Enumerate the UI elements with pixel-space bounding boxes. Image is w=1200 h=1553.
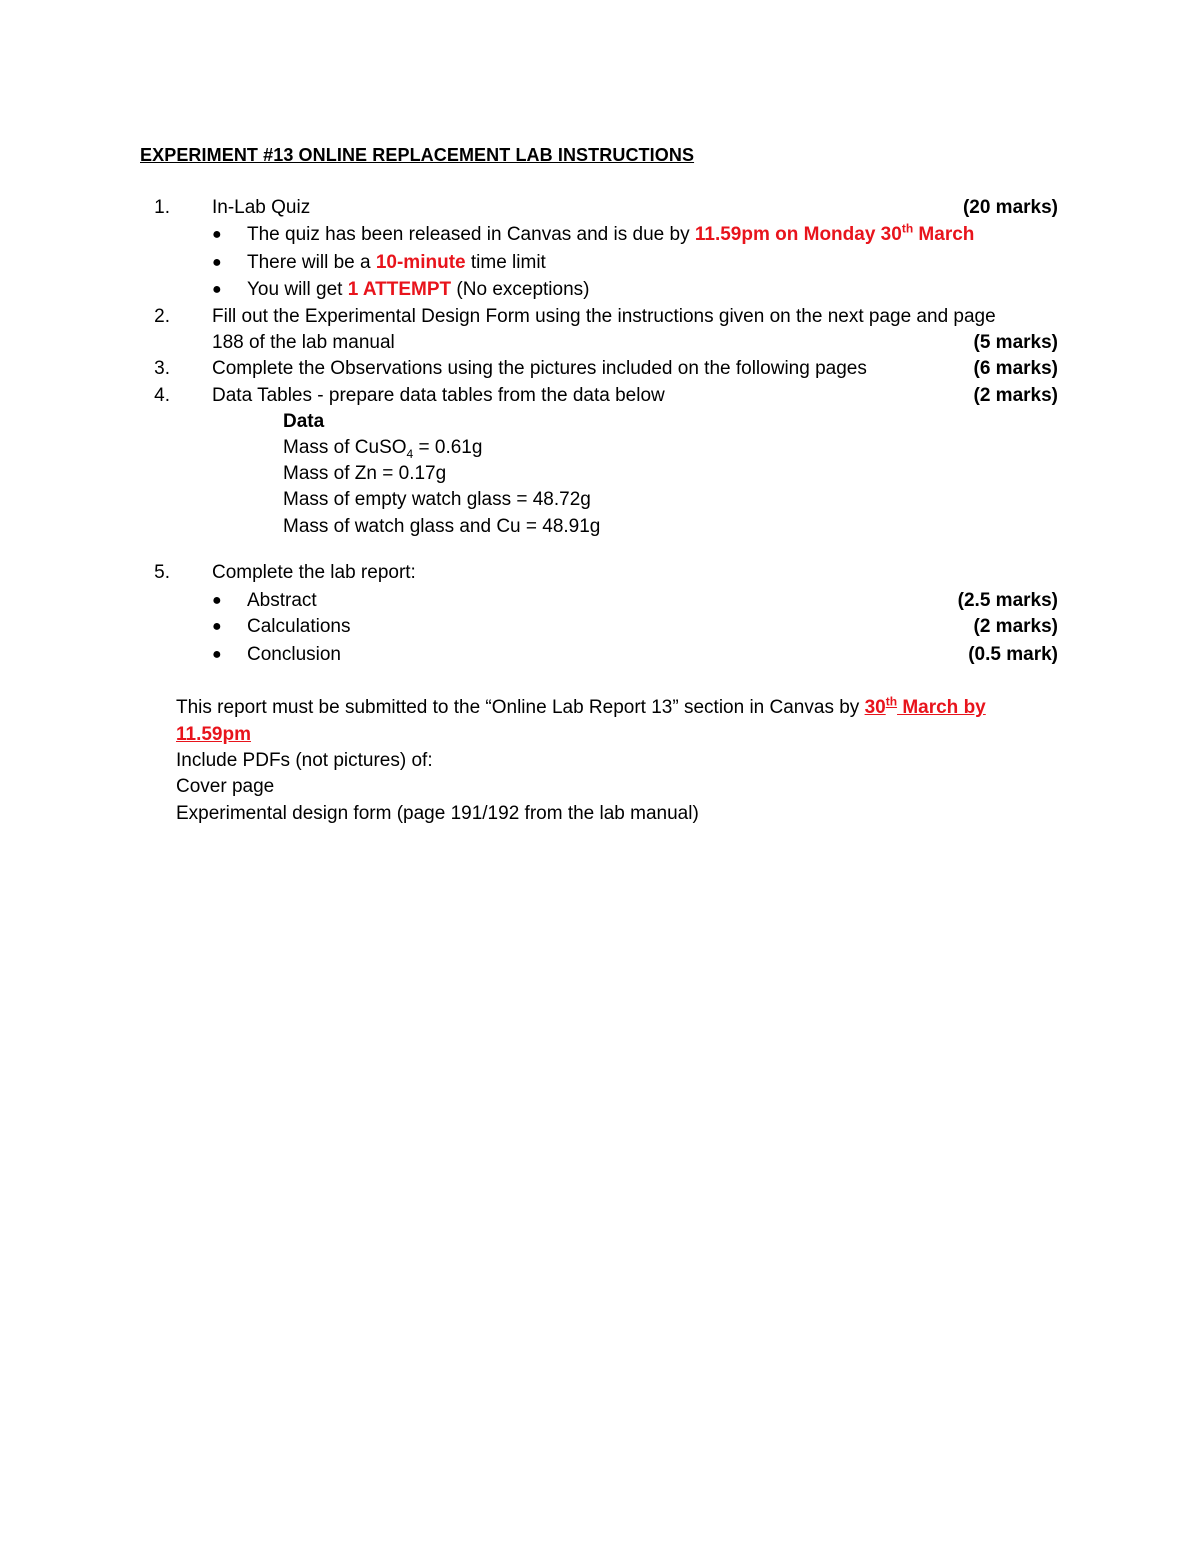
submission-instruction: This report must be submitted to the “Online Lab Report 13” section in Canvas by 30th March by [176,694,986,718]
data-empty-glass: Mass of empty watch glass = 48.72g [283,489,591,510]
report-calculations-marks: (2 marks) [973,616,1058,637]
bullet-icon: ● [212,281,222,298]
page-title: EXPERIMENT #13 ONLINE REPLACEMENT LAB INSTRUCTIONS [140,145,695,165]
submission-deadline-time: 11.59pm [176,724,251,745]
item-4-marks: (2 marks) [973,385,1058,406]
include-pdfs-text: Include PDFs (not pictures) of: [176,750,433,771]
data-zn: Mass of Zn = 0.17g [283,463,447,484]
data-cuso4: Mass of CuSO$_4$ = 0.61g [283,437,483,461]
design-form-text: Experimental design form (page 191/192 from the lab manual) [176,803,699,824]
item-1-marks: (20 marks) [962,197,1058,218]
item-5-text: Complete the lab report: [212,562,416,583]
bullet-icon: ● [212,618,222,635]
data-heading: Data [283,411,325,432]
report-abstract-marks: (2.5 marks) [957,590,1058,611]
item-3-text: Complete the Observations using the pictures included on the following pages [212,358,867,379]
item-2-text: Fill out the Experimental Design Form using the instructions given on the next page and page [212,306,996,327]
item-1-text: In-Lab Quiz [212,197,311,218]
report-bullet-conclusion: Conclusion [247,644,341,665]
item-1-number: 1. [154,197,170,218]
item-3-marks: (6 marks) [973,358,1058,379]
item-2-marks: (5 marks) [973,332,1058,353]
quiz-bullet-3: You will get 1 ATTEMPT (No exceptions) [247,279,590,300]
quiz-bullet-2: There will be a 10-minute time limit [247,252,546,273]
data-glass-cu: Mass of watch glass and Cu = 48.91g [283,516,601,537]
item-3-number: 3. [154,358,170,379]
bullet-icon: ● [212,254,222,271]
quiz-bullet-1: The quiz has been released in Canvas and is due by 11.59pm on Monday 30th March [247,221,975,245]
report-conclusion-marks: (0.5 mark) [968,644,1058,665]
item-2-text-continued: 188 of the lab manual [212,332,395,353]
item-2-number: 2. [154,306,170,327]
bullet-icon: ● [212,592,222,609]
item-5-number: 5. [154,562,170,583]
item-4-text: Data Tables - prepare data tables from the data below [212,385,665,406]
bullet-icon: ● [212,226,222,243]
report-bullet-calculations: Calculations [247,616,351,637]
bullet-icon: ● [212,646,222,663]
report-bullet-abstract: Abstract [247,590,317,611]
item-4-number: 4. [154,385,170,406]
cover-page-text: Cover page [176,776,275,797]
